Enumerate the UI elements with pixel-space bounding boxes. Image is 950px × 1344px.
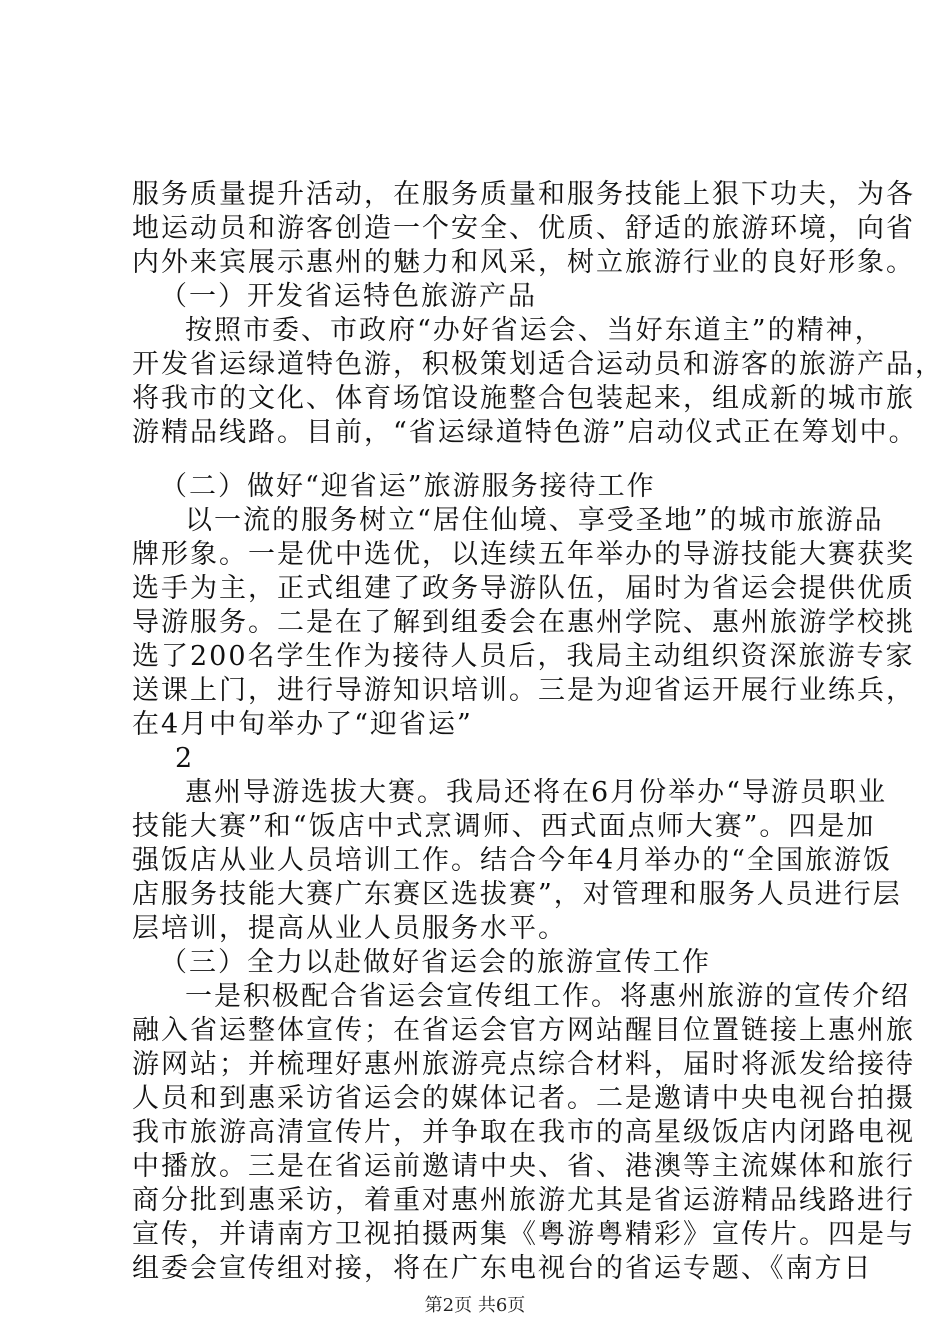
- paragraph-line: 店服务技能大赛广东赛区选拔赛”，对管理和服务人员进行层: [132, 879, 902, 910]
- paragraph-line: 游精品线路。目前，“省运绿道特色游”启动仪式正在筹划中。: [132, 417, 918, 448]
- section-heading: （三）全力以赴做好省运会的旅游宣传工作: [160, 947, 711, 978]
- paragraph-line: 组委会宣传组对接，将在广东电视台的省运专题、《南方日: [132, 1253, 873, 1284]
- paragraph-line: 内外来宾展示惠州的魅力和风采，树立旅游行业的良好形象。: [132, 247, 915, 278]
- paragraph-line: 强饭店从业人员培训工作。结合今年4月举办的“全国旅游饭: [132, 845, 892, 876]
- paragraph-line: 将我市的文化、体育场馆设施整合包装起来，组成新的城市旅: [132, 383, 915, 414]
- paragraph-line: 地运动员和游客创造一个安全、优质、舒适的旅游环境，向省: [132, 213, 915, 244]
- paragraph-line: 选了200名学生作为接待人员后，我局主动组织资深旅游专家: [132, 641, 915, 672]
- paragraph-line: 惠州导游选拔大赛。我局还将在6月份举办“导游员职业: [185, 777, 887, 808]
- paragraph-line: 导游服务。二是在了解到组委会在惠州学院、惠州旅游学校挑: [132, 607, 915, 638]
- paragraph-line: 开发省运绿道特色游，积极策划适合运动员和游客的旅游产品，: [132, 349, 944, 380]
- paragraph-line: 牌形象。一是优中选优，以连续五年举办的导游技能大赛获奖: [132, 539, 915, 570]
- paragraph-line: 一是积极配合省运会宣传组工作。将惠州旅游的宣传介绍: [185, 981, 910, 1012]
- paragraph-line: 宣传，并请南方卫视拍摄两集《粤游粤精彩》宣传片。四是与: [132, 1219, 915, 1250]
- section-heading: （二）做好“迎省运”旅游服务接待工作: [160, 471, 656, 502]
- paragraph-line: 我市旅游高清宣传片，并争取在我市的高星级饭店内闭路电视: [132, 1117, 915, 1148]
- paragraph-line: 按照市委、市政府“办好省运会、当好东道主”的精神，: [185, 315, 884, 346]
- paragraph-line: 人员和到惠采访省运会的媒体记者。二是邀请中央电视台拍摄: [132, 1083, 915, 1114]
- paragraph-line: 游网站；并梳理好惠州旅游亮点综合材料，届时将派发给接待: [132, 1049, 915, 1080]
- paragraph-line: 层培训，提高从业人员服务水平。: [132, 913, 567, 944]
- page-footer: 第2页 共6页: [424, 1295, 526, 1316]
- paragraph-line: 商分批到惠采访，着重对惠州旅游尤其是省运游精品线路进行: [132, 1185, 915, 1216]
- paragraph-line: 服务质量提升活动，在服务质量和服务技能上狠下功夫，为各: [132, 179, 915, 210]
- section-heading: （一）开发省运特色旅游产品: [160, 281, 537, 312]
- paragraph-line: 选手为主，正式组建了政务导游队伍，届时为省运会提供优质: [132, 573, 915, 604]
- paragraph-line: 送课上门，进行导游知识培训。三是为迎省运开展行业练兵，: [132, 675, 915, 706]
- paragraph-line: 融入省运整体宣传；在省运会官方网站醒目位置链接上惠州旅: [132, 1015, 915, 1046]
- paragraph-line: 中播放。三是在省运前邀请中央、省、港澳等主流媒体和旅行: [132, 1151, 915, 1182]
- paragraph-line: 以一流的服务树立“居住仙境、享受圣地”的城市旅游品: [185, 505, 884, 536]
- paragraph-line: 在4月中旬举办了“迎省运”: [132, 709, 473, 740]
- inline-page-number: 2: [175, 743, 195, 774]
- paragraph-line: 技能大赛”和“饭店中式烹调师、西式面点师大赛”。四是加: [132, 811, 876, 842]
